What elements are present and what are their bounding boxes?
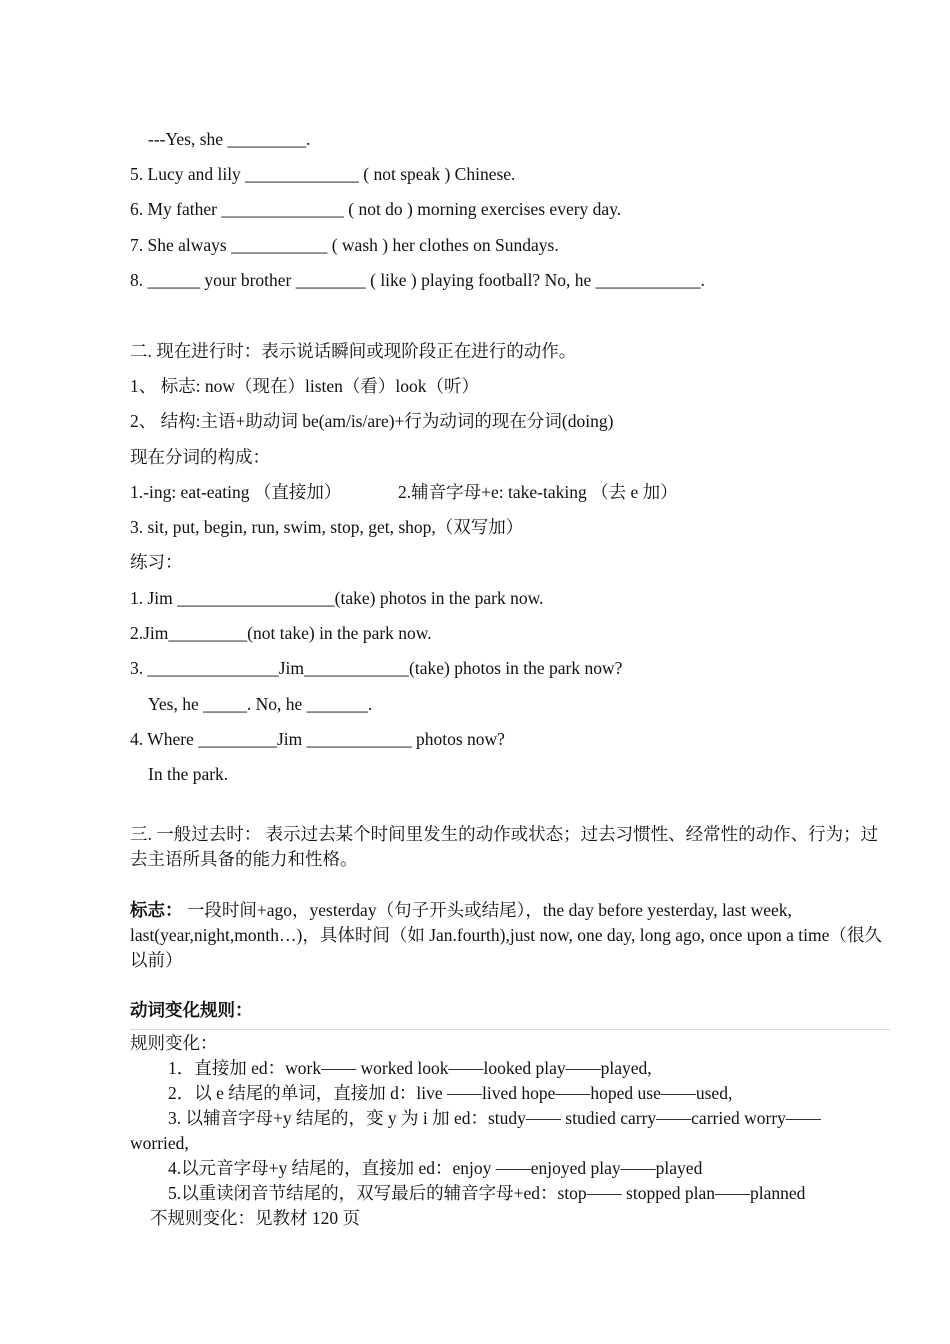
regular-rule-3: 3. 以辅音字母+y 结尾的，变 y 为 i 加 ed：study—— studied carry——carried worry—— [168,1108,821,1128]
section-2-heading: 二. 现在进行时：表示说话瞬间或现阶段正在进行的动作。 [130,341,577,361]
irregular-note: 不规则变化：见教材 120 页 [150,1208,360,1228]
exercise-4-answer: ---Yes, she _________. [148,129,311,149]
exercise-5: 5. Lucy and lily _____________ ( not speak ) Chinese. [130,164,516,184]
marker-text: 一段时间+ago，yesterday（句子开头或结尾），the day before yesterday, last week, last(year,night,month…)，具体时间（如 Jan.fourth),just now, one day, long ago, once upon a time（很久以前） [130,900,882,970]
regular-rule-5: 5.以重读闭音节结尾的，双写最后的辅音字母+ed：stop—— stopped plan——planned [168,1183,806,1203]
participle-rule-2: 2.辅音字母+e: take-taking （去 e 加） [398,482,678,502]
participle-rule-1: 1.-ing: eat-eating （直接加） [130,482,342,502]
regular-rule-1: 1．直接加 ed：work—— worked look——looked play——played, [168,1058,652,1078]
section-3-heading: 三. 一般过去时： 表示过去某个时间里发生的动作或状态；过去习惯性、经常性的动作、行为；过去主语所具备的能力和性格。 [130,824,879,869]
marker-label: 标志： [130,900,183,920]
practice-title: 练习： [130,552,183,572]
divider-line [130,1029,890,1030]
regular-rule-3-cont: worried, [130,1133,189,1153]
practice-2: 2.Jim_________(not take) in the park now. [130,623,432,643]
regular-rule-4: 4.以元音字母+y 结尾的，直接加 ed：enjoy ——enjoyed play——played [168,1158,703,1178]
practice-4: 4. Where _________Jim ____________ photos now? [130,729,505,749]
regular-rule-2: 2．以 e 结尾的单词，直接加 d：live ——lived hope——hoped use——used, [168,1083,733,1103]
practice-3: 3. _______________Jim____________(take) photos in the park now? [130,658,623,678]
practice-3-answer: Yes, he _____. No, he _______. [148,694,373,714]
practice-4-answer: In the park. [148,764,229,784]
participle-rule-3: 3. sit, put, begin, run, swim, stop, get, shop,（双写加） [130,517,524,537]
regular-title: 规则变化： [130,1033,218,1053]
exercise-6: 6. My father ______________ ( not do ) morning exercises every day. [130,199,622,219]
section-3-marker [130,898,890,973]
verb-rules-title: 动词变化规则： [130,1000,253,1020]
exercise-8: 8. ______ your brother ________ ( like ) playing football? No, he ____________. [130,270,705,290]
practice-1: 1. Jim __________________(take) photos in the park now. [130,588,544,608]
participle-title: 现在分词的构成： [130,447,270,467]
exercise-7: 7. She always ___________ ( wash ) her clothes on Sundays. [130,235,559,255]
section-2-marker: 1、 标志: now（现在）listen（看）look（听） [130,376,480,396]
section-2-structure: 2、 结构:主语+助动词 be(am/is/are)+行为动词的现在分词(doing) [130,411,614,431]
